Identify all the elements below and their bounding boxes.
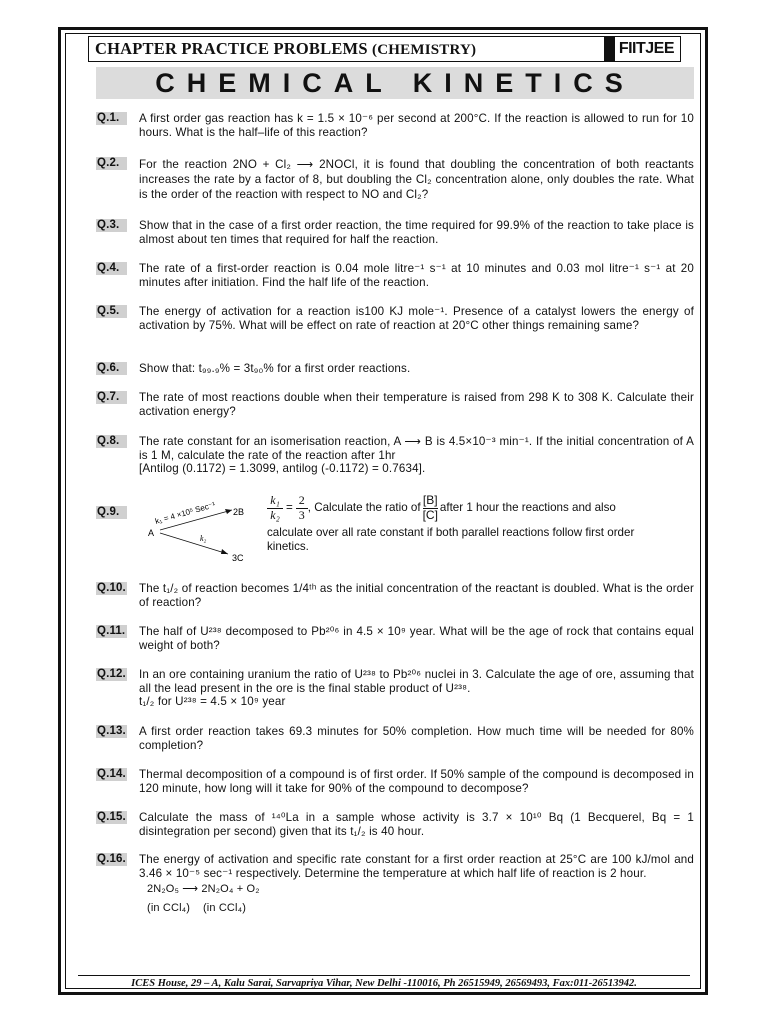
header-title-sub: (CHEMISTRY) bbox=[372, 42, 477, 58]
brand-bar bbox=[605, 37, 615, 61]
question-label: Q.15. bbox=[97, 811, 126, 823]
question-text: Show that in the case of a first order reaction, the time required for 99.9% of the reaction to take place is almost about ten times that required for half the reaction. bbox=[139, 219, 694, 246]
question-15 bbox=[96, 811, 694, 838]
question-label: Q.7. bbox=[96, 391, 127, 404]
arrow-head-1 bbox=[225, 509, 232, 514]
question-10 bbox=[96, 582, 694, 609]
question-1 bbox=[96, 112, 694, 139]
question-5 bbox=[96, 305, 694, 332]
question-label: Q.5. bbox=[96, 305, 127, 318]
page-footer: ICES House, 29 – A, Kalu Sarai, Sarvapriya Vihar, New Delhi -110016, Ph 26515949, 26569493, Fax:011-26513942. bbox=[78, 975, 690, 989]
header-title bbox=[89, 39, 604, 59]
question-label: Q.11. bbox=[97, 625, 126, 637]
question-text: The half of U²³⁸ decomposed to Pb²⁰⁶ in 4.5 × 10⁹ year. What will be the age of rock that contains equal weight of both? bbox=[139, 625, 694, 652]
parallel-reaction-diagram bbox=[140, 490, 268, 568]
question-16 bbox=[96, 853, 694, 915]
question-8 bbox=[96, 435, 694, 476]
question-text: A first order gas reaction has k = 1.5 × 10⁻⁶ per second at 200°C. If the reaction is allowed to run for 10 hours. What is the half–life of this reaction? bbox=[139, 112, 694, 139]
ratio-value-den: 3 bbox=[296, 508, 308, 523]
concentration-ratio bbox=[423, 494, 438, 522]
reactant-a: A bbox=[148, 528, 155, 538]
question-text: Show that: t₉₉.₉% = 3t₉₀% for a first order reactions. bbox=[139, 362, 411, 375]
ratio-denominator: k₂ bbox=[267, 508, 283, 523]
question-7 bbox=[96, 391, 694, 418]
question-label: Q.6. bbox=[96, 362, 127, 375]
question-13 bbox=[96, 725, 694, 752]
header-title-main: CHAPTER PRACTICE PROBLEMS bbox=[95, 39, 368, 58]
question-label: Q.2. bbox=[96, 157, 127, 170]
ratio-k1-k2 bbox=[267, 494, 283, 522]
question-2 bbox=[96, 157, 694, 202]
ratio-value-num: 2 bbox=[298, 493, 305, 507]
product-2b: 2B bbox=[233, 507, 245, 517]
chapter-title: CHEMICAL KINETICS bbox=[155, 67, 635, 98]
question-text: The energy of activation and specific rate constant for a first order reaction at 25°C are 100 kJ/mol and 3.46 × 10⁻⁵ sec⁻¹ respectively. Determine the temperature at which half life of reaction is 2 hour. bbox=[139, 853, 694, 880]
arrow-head-2 bbox=[221, 549, 228, 554]
question-label: Q.1. bbox=[96, 112, 127, 125]
question-label: Q.3. bbox=[96, 219, 127, 232]
brand-text: FIITJEE bbox=[618, 40, 674, 57]
question-9-text: $\frac{\text{k₁}}{\text{k₂}}$ = $\frac{2}{3}$ , Calculate the ratio of [B] [C] after 1 hour the reactions and also calculate over all rate constant if both parallel reactions follow first order kinetics. bbox=[267, 494, 697, 553]
question-text: The t₁/₂ of reaction becomes 1/4ᵗʰ as the initial concentration of the reactant is doubled. What is the order of reaction? bbox=[139, 582, 694, 609]
page-header bbox=[88, 36, 681, 62]
brand-logo bbox=[604, 37, 680, 61]
k1-label: k₁ = 4 ×10⁵ Sec⁻¹ bbox=[154, 500, 217, 526]
question-text: Thermal decomposition of a compound is of first order. If 50% sample of the compound is decomposed in 120 minute, how long will it take for 90% of the compound to decompose? bbox=[139, 768, 694, 795]
question-12 bbox=[96, 668, 694, 709]
question-6 bbox=[96, 362, 694, 376]
reaction-solvent: (in CCl₄) (in CCl₄) bbox=[147, 901, 247, 914]
k2-label: k₂ bbox=[200, 534, 207, 543]
question-label: Q.13. bbox=[97, 725, 126, 737]
question-text: Calculate the mass of ¹⁴⁰La in a sample whose activity is 3.7 × 10¹⁰ Bq (1 Becquerel, Bq = 1 disintegration per second) given that its t₁/₂ is 40 hour. bbox=[139, 811, 694, 838]
question-text: For the reaction 2NO + Cl₂ ⟶ 2NOCl, it is found that doubling the concentration of both reactants increases the rate by a factor of 8, but doubling the Cl₂ concentration alone, only doubles the rate. What is the order of the reaction with respect to NO and Cl₂? bbox=[139, 158, 694, 201]
question-label: Q.8. bbox=[96, 435, 127, 448]
question-label: Q.14. bbox=[97, 768, 126, 780]
question-11 bbox=[96, 625, 694, 652]
conc-c: [C] bbox=[422, 507, 438, 522]
chapter-title-band bbox=[96, 67, 694, 99]
product-3c: 3C bbox=[232, 553, 244, 563]
conc-b: [B] bbox=[422, 493, 438, 507]
ratio-numerator: k₁ bbox=[270, 493, 280, 507]
question-text: A first order reaction takes 69.3 minutes for 50% completion. How much time will be needed for 80% completion? bbox=[139, 725, 694, 752]
question-3 bbox=[96, 219, 694, 246]
question-text: The rate of most reactions double when their temperature is raised from 298 K to 308 K. Calculate their activation energy? bbox=[139, 391, 694, 418]
question-hint: [Antilog (0.1172) = 1.3099, antilog (-0.1172) = 0.7634]. bbox=[139, 462, 426, 475]
question-label: Q.9. bbox=[96, 506, 127, 519]
question-text: after 1 hour the reactions and also bbox=[439, 501, 616, 515]
question-hint: t₁/₂ for U²³⁸ = 4.5 × 10⁹ year bbox=[139, 695, 286, 708]
arrow-line-2 bbox=[160, 533, 228, 554]
reaction-equation: 2N₂O₅ ⟶ 2N₂O₄ + O₂ bbox=[147, 883, 260, 895]
question-14 bbox=[96, 768, 694, 795]
question-text: calculate over all rate constant if both parallel reactions follow first order kinetics. bbox=[267, 526, 635, 553]
question-label: Q.12. bbox=[97, 668, 126, 680]
question-text: In an ore containing uranium the ratio of U²³⁸ to Pb²⁰⁶ nuclei in 3. Calculate the age of ore, assuming that all the lead present in the ore is the final stable product of U²³⁸. bbox=[139, 668, 694, 695]
question-text: The rate of a first-order reaction is 0.04 mole litre⁻¹ s⁻¹ at 10 minutes and 0.03 mol litre⁻¹ s⁻¹ at 20 minutes after initiation. Find the half life of the reaction. bbox=[139, 262, 694, 289]
question-4 bbox=[96, 262, 694, 289]
question-label: Q.4. bbox=[96, 262, 127, 275]
question-label: Q.10. bbox=[97, 582, 126, 594]
question-label: Q.16. bbox=[97, 853, 126, 865]
question-text: , Calculate the ratio of bbox=[307, 501, 421, 515]
question-text: The energy of activation for a reaction is100 KJ mole⁻¹. Presence of a catalyst lowers the energy of activation by 75%. What will be effect on rate of reaction at 20°C other things remaining same? bbox=[139, 305, 694, 332]
ratio-value bbox=[296, 494, 308, 522]
question-text: The rate constant for an isomerisation reaction, A ⟶ B is 4.5×10⁻³ min⁻¹. If the initial concentration of A is 1 M, calculate the rate of the reaction after 1hr bbox=[139, 435, 694, 462]
